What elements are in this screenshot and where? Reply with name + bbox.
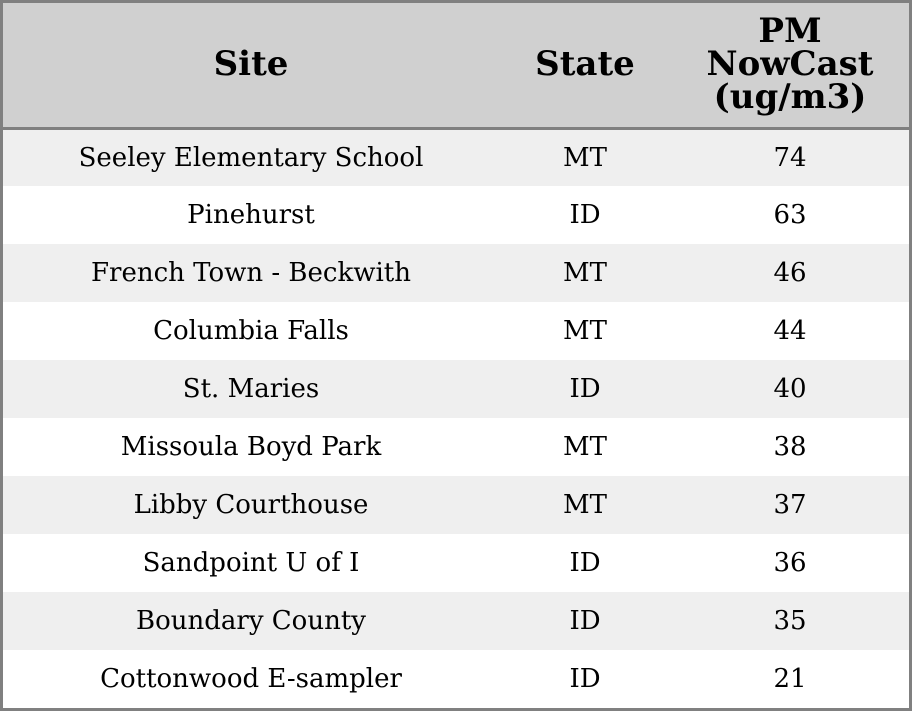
- table-row: [3, 186, 909, 244]
- table-row: [3, 476, 909, 534]
- column-header-site: Site: [3, 3, 499, 128]
- cell-state: MT: [563, 432, 607, 462]
- table-row: [3, 592, 909, 650]
- table-row: [3, 418, 909, 476]
- cell-state: MT: [563, 258, 607, 288]
- cell-state: ID: [569, 548, 601, 578]
- cell-state: MT: [563, 490, 607, 520]
- column-header-state: State: [499, 3, 671, 128]
- table-row: [3, 360, 909, 418]
- cell-site: Sandpoint U of I: [142, 548, 360, 578]
- cell-site: St. Maries: [182, 374, 320, 404]
- cell-state: ID: [569, 374, 601, 404]
- pm-nowcast-table: [3, 3, 909, 708]
- cell-site: Boundary County: [136, 606, 366, 636]
- cell-pm-nowcast: 74: [773, 142, 807, 173]
- table-row: [3, 650, 909, 708]
- cell-site: Pinehurst: [187, 200, 315, 230]
- cell-pm-nowcast: 37: [773, 490, 807, 520]
- cell-site: Seeley Elementary School: [78, 142, 424, 173]
- cell-pm-nowcast: 40: [773, 374, 807, 404]
- table-row: [3, 302, 909, 360]
- cell-site: Cottonwood E-sampler: [100, 664, 402, 694]
- cell-pm-nowcast: 63: [773, 200, 807, 230]
- cell-pm-nowcast: 36: [773, 548, 807, 578]
- cell-site: Libby Courthouse: [133, 490, 369, 520]
- cell-pm-nowcast: 46: [773, 258, 807, 288]
- cell-pm-nowcast: 35: [773, 606, 807, 636]
- cell-site: French Town - Beckwith: [90, 258, 412, 288]
- table-row: [3, 534, 909, 592]
- cell-state: MT: [563, 316, 607, 346]
- cell-state: MT: [563, 142, 607, 173]
- cell-state: ID: [569, 200, 601, 230]
- table-row: [3, 128, 909, 186]
- cell-state: ID: [569, 664, 601, 694]
- cell-state: ID: [569, 606, 601, 636]
- cell-site: Columbia Falls: [153, 316, 349, 346]
- header-row: [3, 3, 909, 128]
- cell-site: Missoula Boyd Park: [120, 432, 382, 462]
- cell-pm-nowcast: 21: [773, 664, 807, 694]
- column-header-pm-nowcast: PM NowCast (ug/m3): [671, 3, 909, 128]
- cell-pm-nowcast: 38: [773, 432, 807, 462]
- table-row: [3, 244, 909, 302]
- cell-pm-nowcast: 44: [773, 316, 807, 346]
